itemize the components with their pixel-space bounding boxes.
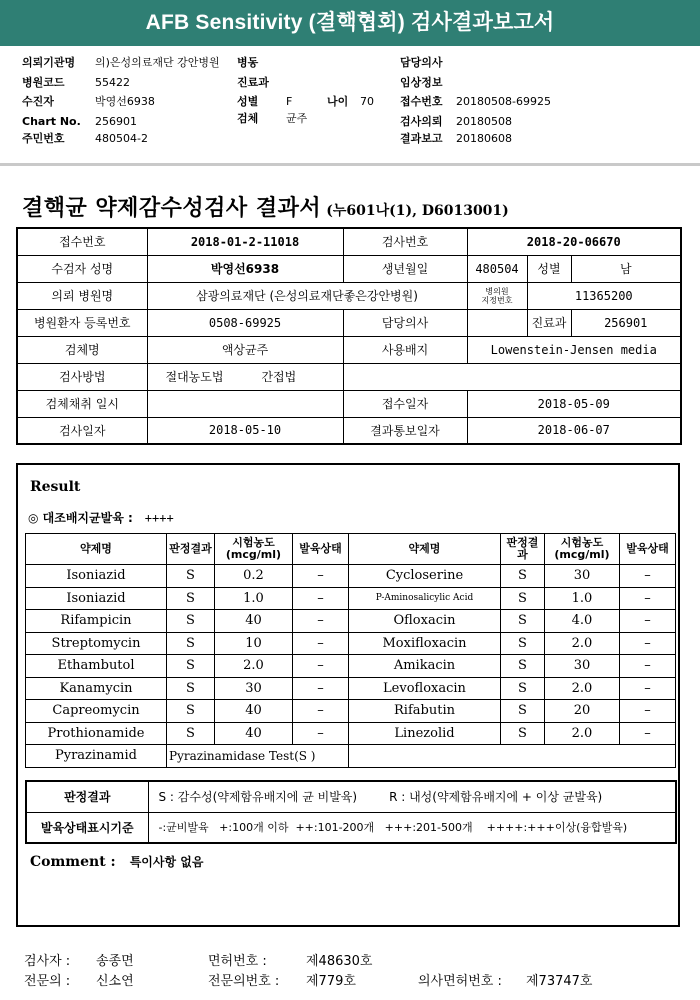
request-info-block bbox=[0, 46, 700, 164]
hospital-label: 의뢰 병원명 bbox=[17, 282, 147, 309]
drug-conc: 2.0 bbox=[545, 722, 620, 745]
drug-growth: – bbox=[293, 722, 349, 745]
judge-legend-text bbox=[148, 781, 676, 812]
resident-no-value: 480504-2 bbox=[95, 132, 148, 145]
doctor-value bbox=[467, 309, 527, 336]
designated-no-label bbox=[467, 282, 527, 309]
judge-legend-s: S : 감수성(약제함유배지에 균 비발육) bbox=[158, 790, 358, 805]
table-row bbox=[17, 255, 681, 282]
report-date-value: 20180608 bbox=[456, 132, 512, 145]
dept-label: 진료과 bbox=[237, 76, 269, 89]
drug-name: Prothionamide bbox=[26, 722, 167, 745]
birth-label: 생년월일 bbox=[343, 255, 467, 282]
spec-license-value: 제779호 bbox=[306, 974, 356, 989]
examiner-value: 송종면 bbox=[96, 954, 134, 969]
receipt-date-label: 접수일자 bbox=[343, 390, 467, 417]
report-date-label: 결과통보일자 bbox=[343, 417, 467, 444]
drug-conc: 4.0 bbox=[545, 610, 620, 633]
method-label: 검사방법 bbox=[17, 363, 147, 390]
table-row bbox=[26, 745, 676, 768]
receipt-no-value: 20180508-69925 bbox=[456, 95, 551, 108]
drug-judge: S bbox=[501, 632, 545, 655]
drug-judge: S bbox=[167, 565, 215, 588]
drug-judge: S bbox=[501, 722, 545, 745]
report-date-label: 결과보고 bbox=[400, 132, 443, 145]
drug-name: Amikacin bbox=[349, 655, 501, 678]
drug-growth: – bbox=[620, 722, 676, 745]
drug-conc: 2.0 bbox=[545, 677, 620, 700]
specimen-label: 검체 bbox=[237, 112, 259, 125]
age-label: 나이 bbox=[327, 95, 349, 108]
col-header-drug: 약제명 bbox=[349, 534, 501, 565]
patient-name-value: 박영선6938 bbox=[147, 255, 343, 282]
receipt-no-label: 접수번호 bbox=[400, 95, 443, 108]
medium-label: 사용배지 bbox=[343, 336, 467, 363]
dept-value: 256901 bbox=[571, 309, 681, 336]
drug-judge: S bbox=[167, 632, 215, 655]
receipt-date-value: 2018-05-09 bbox=[467, 390, 681, 417]
drug-name: Linezolid bbox=[349, 722, 501, 745]
examiner-label: 검사자 : bbox=[24, 954, 71, 969]
result-section bbox=[16, 463, 680, 927]
receipt-no-value: 2018-01-2-11018 bbox=[147, 228, 343, 255]
method-indirect: 간접법 bbox=[261, 370, 297, 384]
drug-growth: – bbox=[293, 700, 349, 723]
drug-conc: 1.0 bbox=[215, 587, 293, 610]
license-label: 면허번호 : bbox=[208, 954, 267, 969]
spec-license-label: 전문의번호 : bbox=[208, 974, 280, 989]
drug-name: P-Aminosalicylic Acid bbox=[349, 587, 501, 610]
specimen-value: 액상균주 bbox=[147, 336, 343, 363]
drug-name: Rifabutin bbox=[349, 700, 501, 723]
drug-judge: S bbox=[167, 677, 215, 700]
method-blank bbox=[343, 363, 681, 390]
drug-judge: S bbox=[167, 700, 215, 723]
drug-growth: – bbox=[293, 565, 349, 588]
drug-name: Ofloxacin bbox=[349, 610, 501, 633]
exam-no-value: 2018-20-06670 bbox=[467, 228, 681, 255]
receipt-no-label: 접수번호 bbox=[17, 228, 147, 255]
table-row bbox=[26, 812, 676, 843]
drug-conc: 2.0 bbox=[545, 632, 620, 655]
drug-growth: – bbox=[620, 587, 676, 610]
drug-growth: – bbox=[620, 565, 676, 588]
drug-growth: – bbox=[293, 655, 349, 678]
table-row bbox=[17, 282, 681, 309]
drug-conc: 40 bbox=[215, 610, 293, 633]
control-growth-value: ++++ bbox=[144, 511, 174, 525]
ward-label: 병동 bbox=[237, 56, 259, 69]
drug-judge: S bbox=[167, 587, 215, 610]
sex-value: 남 bbox=[571, 255, 681, 282]
chart-no-label: Chart No. bbox=[22, 115, 81, 128]
examinee-value: 박영선6938 bbox=[95, 95, 155, 108]
method-value bbox=[147, 363, 343, 390]
table-row bbox=[17, 309, 681, 336]
report-date-value: 2018-06-07 bbox=[467, 417, 681, 444]
table-row bbox=[26, 565, 676, 588]
table-row bbox=[26, 677, 676, 700]
col-header-conc: 시험농도(mcg/ml) bbox=[215, 534, 293, 565]
sex-label: 성별 bbox=[237, 95, 259, 108]
report-title bbox=[22, 191, 509, 222]
specimen-label: 검체명 bbox=[17, 336, 147, 363]
doctor-license-label: 의사면허번호 : bbox=[418, 974, 502, 989]
table-row bbox=[26, 700, 676, 723]
drug-growth: – bbox=[293, 610, 349, 633]
col-header-judge: 판정결과 bbox=[167, 534, 215, 565]
drug-conc: 10 bbox=[215, 632, 293, 655]
drug-name: Cycloserine bbox=[349, 565, 501, 588]
table-row bbox=[26, 632, 676, 655]
judge-legend-r: R : 내성(약제함유배지에 + 이상 균발육) bbox=[389, 790, 603, 805]
growth-legend-text: -:균비발육 +:100개 이하 ++:101-200개 +++:201-500개 ++++:+++이상(융합발육) bbox=[148, 812, 676, 843]
drug-growth: – bbox=[293, 587, 349, 610]
drug-name: Isoniazid bbox=[26, 565, 167, 588]
report-title-main: 결핵균 약제감수성검사 결과서 bbox=[22, 195, 322, 221]
drug-conc: 20 bbox=[545, 700, 620, 723]
drug-name: Capreomycin bbox=[26, 700, 167, 723]
drug-growth: – bbox=[293, 632, 349, 655]
designated-no-value: 11365200 bbox=[527, 282, 681, 309]
reg-no-value: 0508-69925 bbox=[147, 309, 343, 336]
drug-judge: S bbox=[501, 655, 545, 678]
table-header-row bbox=[26, 534, 676, 565]
request-date-value: 20180508 bbox=[456, 115, 512, 128]
growth-legend-label: 발육상태표시기준 bbox=[26, 812, 148, 843]
request-date-label: 검사의뢰 bbox=[400, 115, 443, 128]
drug-name: Isoniazid bbox=[26, 587, 167, 610]
specimen-value: 균주 bbox=[286, 112, 308, 125]
table-row bbox=[26, 587, 676, 610]
table-row bbox=[17, 228, 681, 255]
institution-label: 의뢰기관명 bbox=[22, 56, 76, 69]
drug-name: Streptomycin bbox=[26, 632, 167, 655]
specialist-label: 전문의 : bbox=[24, 974, 71, 989]
drug-judge: S bbox=[501, 700, 545, 723]
medium-value: Lowenstein-Jensen media bbox=[467, 336, 681, 363]
col-header-conc: 시험농도(mcg/ml) bbox=[545, 534, 620, 565]
susceptibility-table bbox=[25, 533, 676, 768]
table-row bbox=[17, 390, 681, 417]
pza-result: Pyrazinamidase Test(S ) bbox=[167, 745, 349, 768]
specialist-value: 신소연 bbox=[96, 974, 134, 989]
table-row bbox=[26, 781, 676, 812]
col-header-growth: 발육상태 bbox=[620, 534, 676, 565]
drug-judge: S bbox=[501, 587, 545, 610]
drug-growth: – bbox=[620, 610, 676, 633]
exam-date-value: 2018-05-10 bbox=[147, 417, 343, 444]
drug-conc: 30 bbox=[215, 677, 293, 700]
doctor-label: 담당의사 bbox=[343, 309, 467, 336]
drug-growth: – bbox=[620, 700, 676, 723]
license-value: 제48630호 bbox=[306, 954, 373, 969]
table-row bbox=[17, 417, 681, 444]
sex-value: F bbox=[286, 95, 293, 108]
col-header-judge: 판정결과 bbox=[501, 534, 545, 565]
col-header-growth: 발육상태 bbox=[293, 534, 349, 565]
collect-value bbox=[147, 390, 343, 417]
table-row bbox=[17, 336, 681, 363]
reg-no-label: 병원환자 등록번호 bbox=[17, 309, 147, 336]
table-row bbox=[17, 363, 681, 390]
pza-blank bbox=[349, 745, 676, 768]
report-header-bar bbox=[0, 0, 700, 46]
drug-name: Ethambutol bbox=[26, 655, 167, 678]
section-divider bbox=[0, 163, 700, 166]
control-growth bbox=[28, 509, 174, 526]
legend-table bbox=[25, 780, 677, 844]
drug-judge: S bbox=[167, 655, 215, 678]
drug-conc: 2.0 bbox=[215, 655, 293, 678]
chart-no-value: 256901 bbox=[95, 115, 137, 128]
hospital-value: 삼광의료재단 (은성의료재단좋은강안병원) bbox=[147, 282, 467, 309]
doctor-label: 담당의사 bbox=[400, 56, 443, 69]
drug-conc: 40 bbox=[215, 700, 293, 723]
patient-info-table bbox=[16, 227, 682, 445]
method-absolute: 절대농도법 bbox=[165, 370, 224, 384]
birth-value: 480504 bbox=[467, 255, 527, 282]
comment-value: 특이사항 없음 bbox=[129, 855, 204, 869]
col-header-drug: 약제명 bbox=[26, 534, 167, 565]
drug-conc: 1.0 bbox=[545, 587, 620, 610]
table-row bbox=[26, 722, 676, 745]
drug-growth: – bbox=[293, 677, 349, 700]
drug-name: Levofloxacin bbox=[349, 677, 501, 700]
drug-judge: S bbox=[167, 722, 215, 745]
hospital-code-label: 병원코드 bbox=[22, 76, 65, 89]
sex-label: 성별 bbox=[527, 255, 571, 282]
drug-conc: 30 bbox=[545, 565, 620, 588]
drug-growth: – bbox=[620, 632, 676, 655]
age-value: 70 bbox=[360, 95, 374, 108]
pza-name: Pyrazinamid bbox=[26, 745, 167, 768]
drug-growth: – bbox=[620, 655, 676, 678]
hospital-code-value: 55422 bbox=[95, 76, 130, 89]
designated-no-label-line1: 병의원 bbox=[485, 286, 509, 296]
drug-conc: 30 bbox=[545, 655, 620, 678]
judge-legend-label: 판정결과 bbox=[26, 781, 148, 812]
drug-judge: S bbox=[501, 565, 545, 588]
signature-footer bbox=[0, 950, 700, 1000]
institution-value: 의)은성의료재단 강안병원 bbox=[95, 56, 220, 69]
exam-date-label: 검사일자 bbox=[17, 417, 147, 444]
drug-name: Rifampicin bbox=[26, 610, 167, 633]
drug-judge: S bbox=[167, 610, 215, 633]
drug-judge: S bbox=[501, 677, 545, 700]
collect-label: 검체채취 일시 bbox=[17, 390, 147, 417]
drug-growth: – bbox=[620, 677, 676, 700]
dept-label: 진료과 bbox=[527, 309, 571, 336]
comment bbox=[30, 853, 203, 870]
table-row bbox=[26, 655, 676, 678]
drug-conc: 40 bbox=[215, 722, 293, 745]
examinee-label: 수진자 bbox=[22, 95, 54, 108]
drug-name: Kanamycin bbox=[26, 677, 167, 700]
report-header-title: AFB Sensitivity (결핵협회) 검사결과보고서 bbox=[145, 11, 555, 34]
comment-label: Comment : bbox=[30, 854, 116, 870]
drug-conc: 0.2 bbox=[215, 565, 293, 588]
result-label: Result bbox=[30, 479, 81, 495]
clinical-info-label: 임상정보 bbox=[400, 76, 443, 89]
table-row bbox=[26, 610, 676, 633]
exam-no-label: 검사번호 bbox=[343, 228, 467, 255]
doctor-license-value: 제73747호 bbox=[526, 974, 593, 989]
designated-no-label-line2: 지정번호 bbox=[481, 295, 513, 305]
drug-judge: S bbox=[501, 610, 545, 633]
resident-no-label: 주민번호 bbox=[22, 132, 65, 145]
control-growth-label: ◎ 대조배지균발육 : bbox=[28, 511, 133, 525]
drug-name: Moxifloxacin bbox=[349, 632, 501, 655]
report-title-code: (누601나(1), D6013001) bbox=[326, 203, 509, 219]
patient-name-label: 수검자 성명 bbox=[17, 255, 147, 282]
